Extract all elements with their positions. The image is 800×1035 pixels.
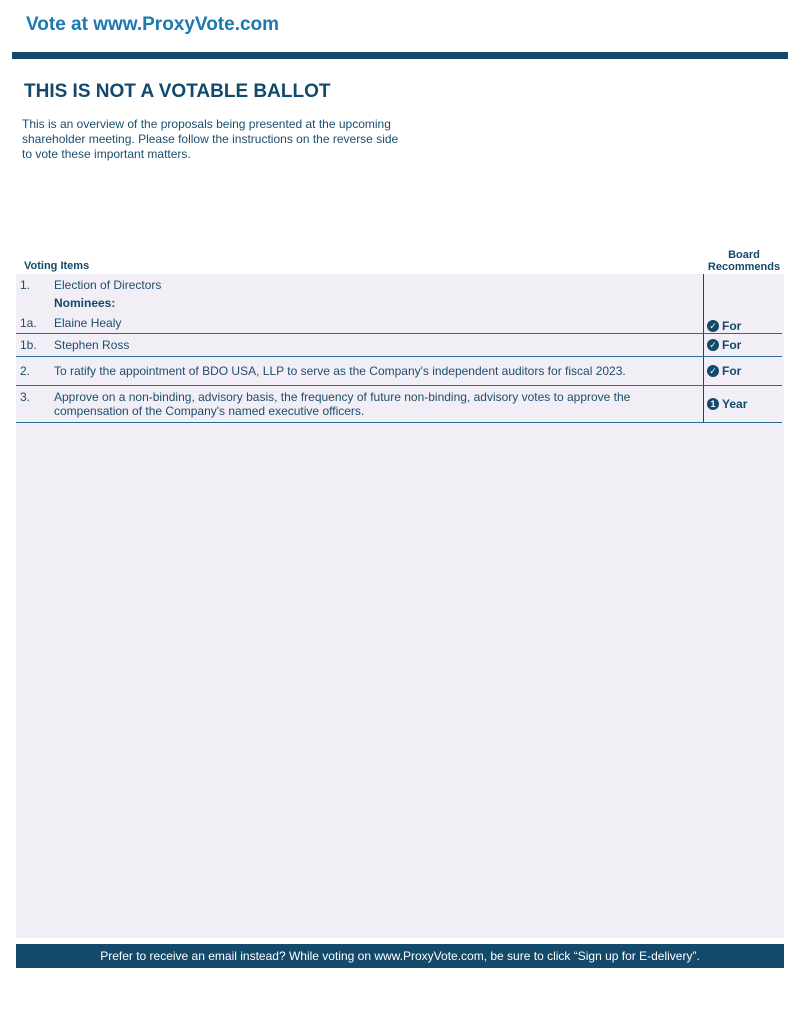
recommendation-label: Year xyxy=(722,397,748,411)
board-header-line2: Recommends xyxy=(707,261,781,273)
header-divider-bar xyxy=(12,52,788,59)
proposal-number: 1b. xyxy=(20,338,37,352)
row-divider xyxy=(16,356,782,357)
board-recommends-header xyxy=(705,249,783,273)
ballot-heading: THIS IS NOT A VOTABLE BALLOT xyxy=(24,81,331,102)
proposal-text: Election of Directors xyxy=(54,278,162,292)
row-divider xyxy=(16,422,782,423)
check-circle-icon: ✓ xyxy=(707,365,719,377)
recommendation-badge xyxy=(707,338,741,352)
voting-items-header: Voting Items xyxy=(24,260,90,272)
recommendation-badge xyxy=(707,364,741,378)
e-delivery-footer: Prefer to receive an email instead? While voting on www.ProxyVote.com, be sure to click “Sign up for E-delivery”. xyxy=(16,944,784,968)
board-header-line1: Board xyxy=(728,249,760,261)
check-circle-icon: ✓ xyxy=(707,339,719,351)
proposal-text: To ratify the appointment of BDO USA, LLP to serve as the Company's independent auditors for fiscal 2023. xyxy=(54,364,626,378)
recommendation-column-divider xyxy=(703,274,704,423)
proposal-number: 1. xyxy=(20,278,31,292)
number-one-circle-icon: 1 xyxy=(707,398,719,410)
proposal-text: Elaine Healy xyxy=(54,316,122,330)
recommendation-badge xyxy=(707,397,747,411)
recommendation-label: For xyxy=(722,338,742,352)
proposal-number: 2. xyxy=(20,364,31,378)
nominees-label: Nominees: xyxy=(54,296,116,310)
check-circle-icon: ✓ xyxy=(707,320,719,332)
intro-text: This is an overview of the proposals being presented at the upcoming shareholder meeting. Please follow the instructions on the reverse side to vote these important matters. xyxy=(22,117,399,161)
proposal-text: Stephen Ross xyxy=(54,338,130,352)
recommendation-badge xyxy=(707,319,741,333)
proposal-number: 1a. xyxy=(20,316,37,330)
page-title: Vote at www.ProxyVote.com xyxy=(26,14,280,35)
row-divider xyxy=(16,333,782,334)
recommendation-label: For xyxy=(722,364,742,378)
proposal-number: 3. xyxy=(20,390,31,404)
recommendation-label: For xyxy=(722,319,742,333)
proposal-text: Approve on a non-binding, advisory basis, the frequency of future non-binding, advisory votes to approve the compensation of the Company's named executive officers. xyxy=(54,390,631,418)
row-divider xyxy=(16,385,782,386)
